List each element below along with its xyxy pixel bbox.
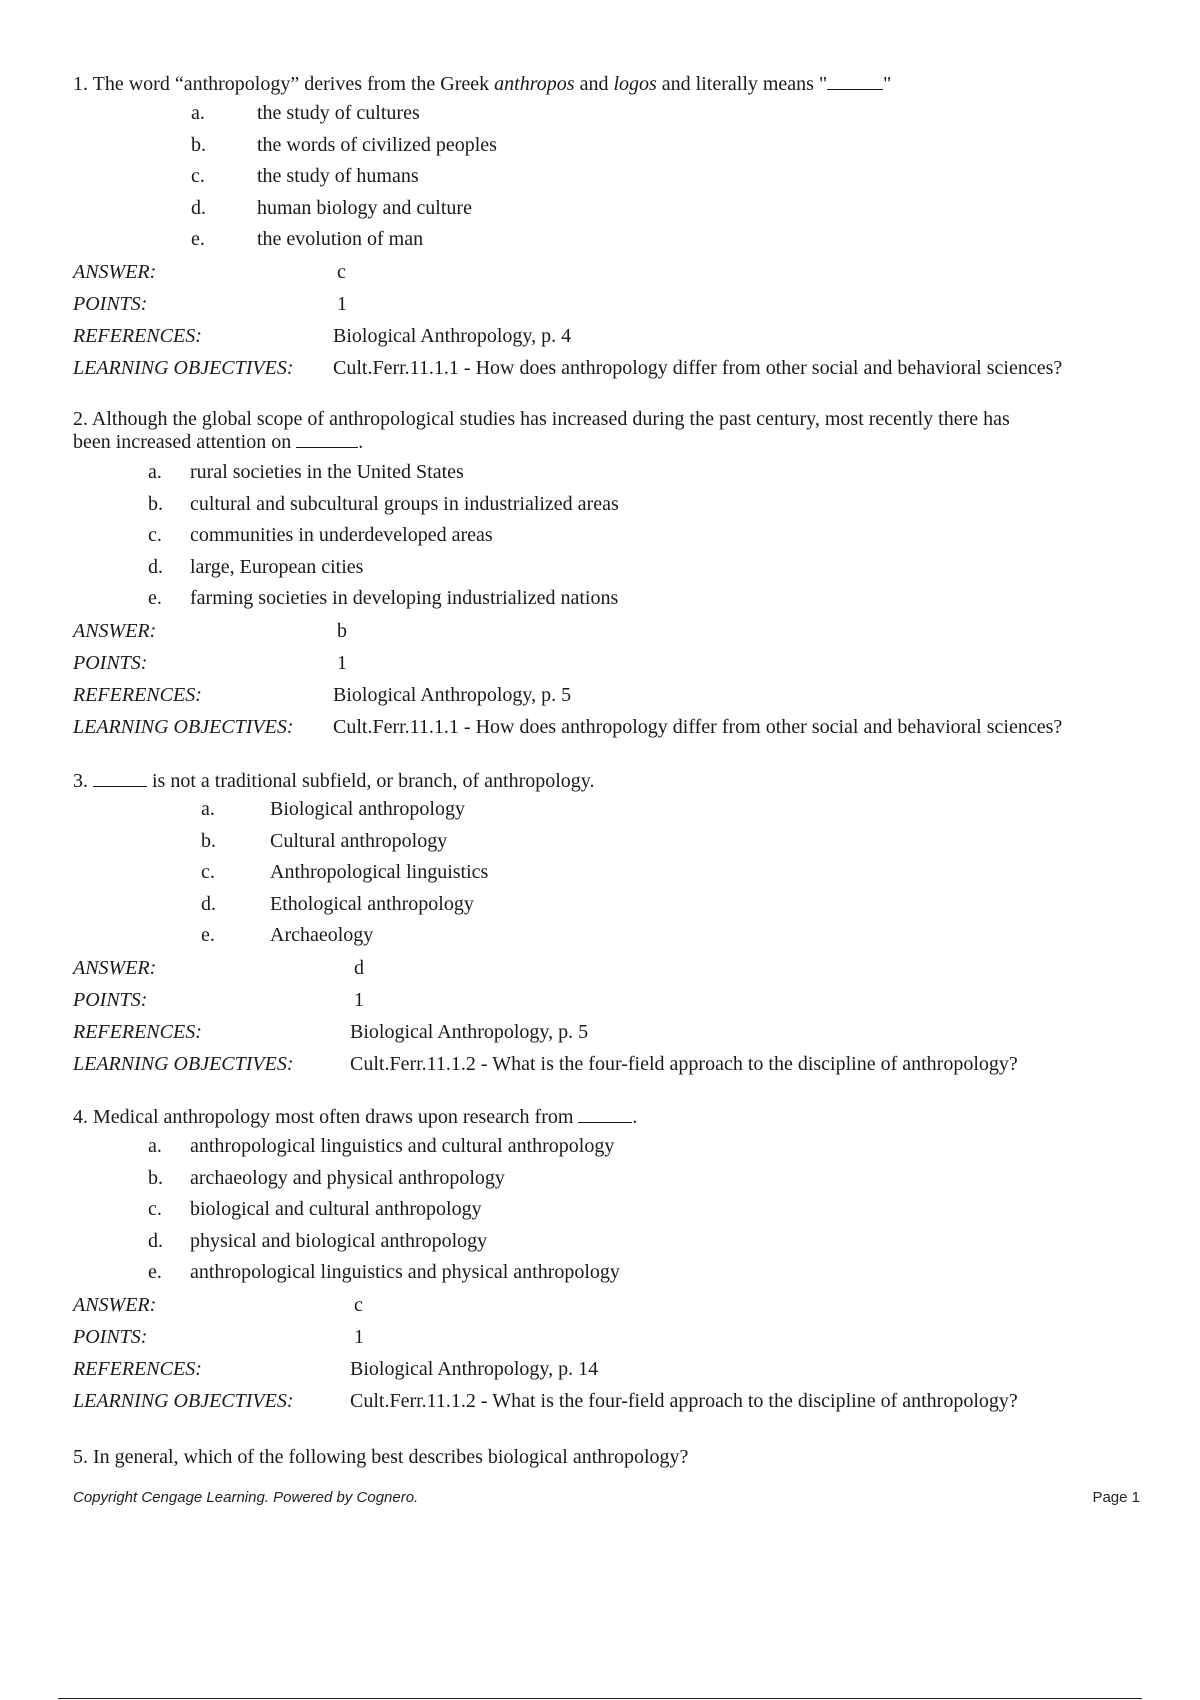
points-value: 1 — [337, 651, 347, 674]
points-label: POINTS: — [73, 292, 148, 315]
option-letter: b. — [148, 1166, 163, 1189]
answer-label: ANSWER: — [73, 260, 157, 283]
answer-row — [73, 256, 1153, 288]
points-value: 1 — [354, 988, 364, 1011]
stem-text: and literally means " — [656, 73, 828, 95]
options-list — [73, 1131, 1153, 1289]
option-letter: e. — [191, 228, 205, 250]
answer-label: ANSWER: — [73, 956, 157, 979]
option-letter: a. — [148, 461, 162, 483]
objectives-label: LEARNING OBJECTIVES: — [73, 356, 294, 379]
option-text: anthropological linguistics and physical anthropology — [190, 1261, 620, 1283]
option-text: cultural and subcultural groups in industrialized areas — [190, 492, 619, 515]
option-d — [73, 193, 1153, 225]
objectives-value: Cult.Ferr.11.1.2 - What is the four-field approach to the discipline of anthropology? — [350, 1052, 1018, 1075]
option-letter: e. — [148, 587, 162, 609]
option-letter: b. — [148, 492, 163, 515]
copyright-footer: Copyright Cengage Learning. Powered by Cognero. — [73, 1489, 419, 1506]
option-letter: c. — [148, 524, 162, 546]
points-label: POINTS: — [73, 988, 148, 1011]
option-b — [73, 1163, 1153, 1195]
option-b — [73, 826, 1153, 858]
option-text: the evolution of man — [257, 228, 424, 250]
option-letter: d. — [191, 196, 206, 219]
option-e — [73, 920, 1153, 952]
answer-blank — [93, 772, 147, 787]
page-number: Page 1 — [1092, 1489, 1140, 1506]
option-letter: d. — [201, 892, 216, 915]
option-c — [73, 1194, 1153, 1226]
question-stem — [73, 408, 1153, 454]
option-text: Anthropological linguistics — [270, 861, 489, 883]
options-list — [73, 794, 1153, 952]
option-b — [73, 130, 1153, 162]
option-d — [73, 1226, 1153, 1258]
option-text: communities in underdeveloped areas — [190, 524, 493, 546]
answer-value: d — [354, 956, 364, 979]
option-a — [73, 1131, 1153, 1163]
option-text: archaeology and physical anthropology — [190, 1166, 505, 1189]
option-d — [73, 552, 1153, 584]
option-letter: e. — [201, 924, 215, 946]
option-text: anthropological linguistics and cultural anthropology — [190, 1135, 615, 1157]
stem-term: anthropos — [494, 73, 575, 95]
objectives-value: Cult.Ferr.11.1.1 - How does anthropology differ from other social and behavioral sciences? — [333, 356, 1063, 379]
points-row — [73, 984, 1153, 1016]
references-value: Biological Anthropology, p. 14 — [350, 1357, 599, 1380]
answer-blank — [578, 1108, 632, 1123]
objectives-label: LEARNING OBJECTIVES: — [73, 1389, 294, 1412]
points-label: POINTS: — [73, 651, 148, 674]
option-text: large, European cities — [190, 555, 364, 578]
option-letter: a. — [191, 102, 205, 124]
question-stem — [73, 1104, 1153, 1131]
answer-value: c — [337, 260, 346, 283]
references-label: REFERENCES: — [73, 324, 202, 347]
answer-blank — [827, 75, 883, 90]
objectives-row — [73, 352, 1153, 384]
references-value: Biological Anthropology, p. 4 — [333, 324, 572, 347]
points-row — [73, 647, 1153, 679]
option-a — [73, 794, 1153, 826]
points-row — [73, 288, 1153, 320]
option-letter: c. — [148, 1198, 162, 1220]
references-row — [73, 1016, 1153, 1048]
option-a — [73, 98, 1153, 130]
option-letter: b. — [201, 829, 216, 852]
objectives-label: LEARNING OBJECTIVES: — [73, 1052, 294, 1075]
question-stem — [73, 1444, 1153, 1470]
stem-text: . — [632, 1106, 638, 1128]
references-label: REFERENCES: — [73, 683, 202, 706]
option-letter: b. — [191, 133, 206, 156]
stem-text: 3. — [73, 770, 88, 792]
stem-text: 5. In general, which of the following best describes biological anthropology? — [73, 1446, 689, 1468]
option-text: Biological anthropology — [270, 798, 465, 820]
references-label: REFERENCES: — [73, 1357, 202, 1380]
question-5 — [73, 1444, 1153, 1470]
stem-text: 1. The word “anthropology” derives from the Greek — [73, 73, 495, 95]
option-e — [73, 1257, 1153, 1289]
option-e — [73, 224, 1153, 256]
option-c — [73, 520, 1153, 552]
answer-blank — [296, 433, 358, 448]
option-text: biological and cultural anthropology — [190, 1198, 482, 1220]
option-text: Cultural anthropology — [270, 829, 448, 852]
option-b — [73, 489, 1153, 521]
references-label: REFERENCES: — [73, 1020, 202, 1043]
points-value: 1 — [354, 1325, 364, 1348]
objectives-row — [73, 1385, 1153, 1417]
answer-value: c — [354, 1293, 363, 1316]
objectives-value: Cult.Ferr.11.1.1 - How does anthropology differ from other social and behavioral sciences? — [333, 715, 1063, 738]
option-letter: d. — [148, 555, 163, 578]
references-value: Biological Anthropology, p. 5 — [333, 683, 572, 706]
option-e — [73, 583, 1153, 615]
stem-text: 4. Medical anthropology most often draws upon research from — [73, 1106, 574, 1128]
stem-text: been increased attention on — [73, 431, 292, 453]
options-list — [73, 457, 1153, 615]
options-list — [73, 98, 1153, 256]
question-3 — [73, 768, 1153, 1080]
points-label: POINTS: — [73, 1325, 148, 1348]
answer-row — [73, 1289, 1153, 1321]
option-text: Archaeology — [270, 924, 374, 946]
option-letter: a. — [201, 798, 215, 820]
stem-text: " — [883, 73, 892, 95]
option-c — [73, 857, 1153, 889]
answer-value: b — [337, 619, 347, 642]
objectives-label: LEARNING OBJECTIVES: — [73, 715, 294, 738]
question-1 — [73, 70, 1153, 384]
stem-text: 2. Although the global scope of anthropological studies has increased during the past century, most recently there has — [73, 408, 1010, 430]
option-text: rural societies in the United States — [190, 461, 464, 483]
option-text: farming societies in developing industrialized nations — [190, 587, 619, 609]
stem-text: . — [358, 431, 364, 453]
page-bottom-rule — [58, 1698, 1142, 1699]
stem-term: logos — [613, 73, 657, 95]
option-a — [73, 457, 1153, 489]
question-stem — [73, 768, 1153, 794]
option-letter: a. — [148, 1135, 162, 1157]
option-text: the words of civilized peoples — [257, 133, 497, 156]
answer-label: ANSWER: — [73, 619, 157, 642]
option-letter: c. — [191, 165, 205, 187]
references-row — [73, 679, 1153, 711]
option-d — [73, 889, 1153, 921]
option-text: the study of cultures — [257, 102, 420, 124]
question-2 — [73, 408, 1153, 743]
objectives-row — [73, 1048, 1153, 1080]
answer-row — [73, 615, 1153, 647]
option-c — [73, 161, 1153, 193]
question-stem — [73, 70, 1153, 98]
option-letter: e. — [148, 1261, 162, 1283]
option-letter: d. — [148, 1229, 163, 1252]
option-text: human biology and culture — [257, 196, 472, 219]
stem-text: is not a traditional subfield, or branch, of anthropology. — [152, 770, 595, 792]
answer-row — [73, 952, 1153, 984]
option-text: Ethological anthropology — [270, 892, 474, 915]
points-value: 1 — [337, 292, 347, 315]
stem-text: and — [574, 73, 614, 95]
question-4 — [73, 1104, 1153, 1417]
option-letter: c. — [201, 861, 215, 883]
objectives-row — [73, 711, 1153, 743]
objectives-value: Cult.Ferr.11.1.2 - What is the four-field approach to the discipline of anthropology? — [350, 1389, 1018, 1412]
option-text: the study of humans — [257, 165, 419, 187]
references-row — [73, 320, 1153, 352]
option-text: physical and biological anthropology — [190, 1229, 488, 1252]
points-row — [73, 1321, 1153, 1353]
answer-label: ANSWER: — [73, 1293, 157, 1316]
references-value: Biological Anthropology, p. 5 — [350, 1020, 589, 1043]
references-row — [73, 1353, 1153, 1385]
